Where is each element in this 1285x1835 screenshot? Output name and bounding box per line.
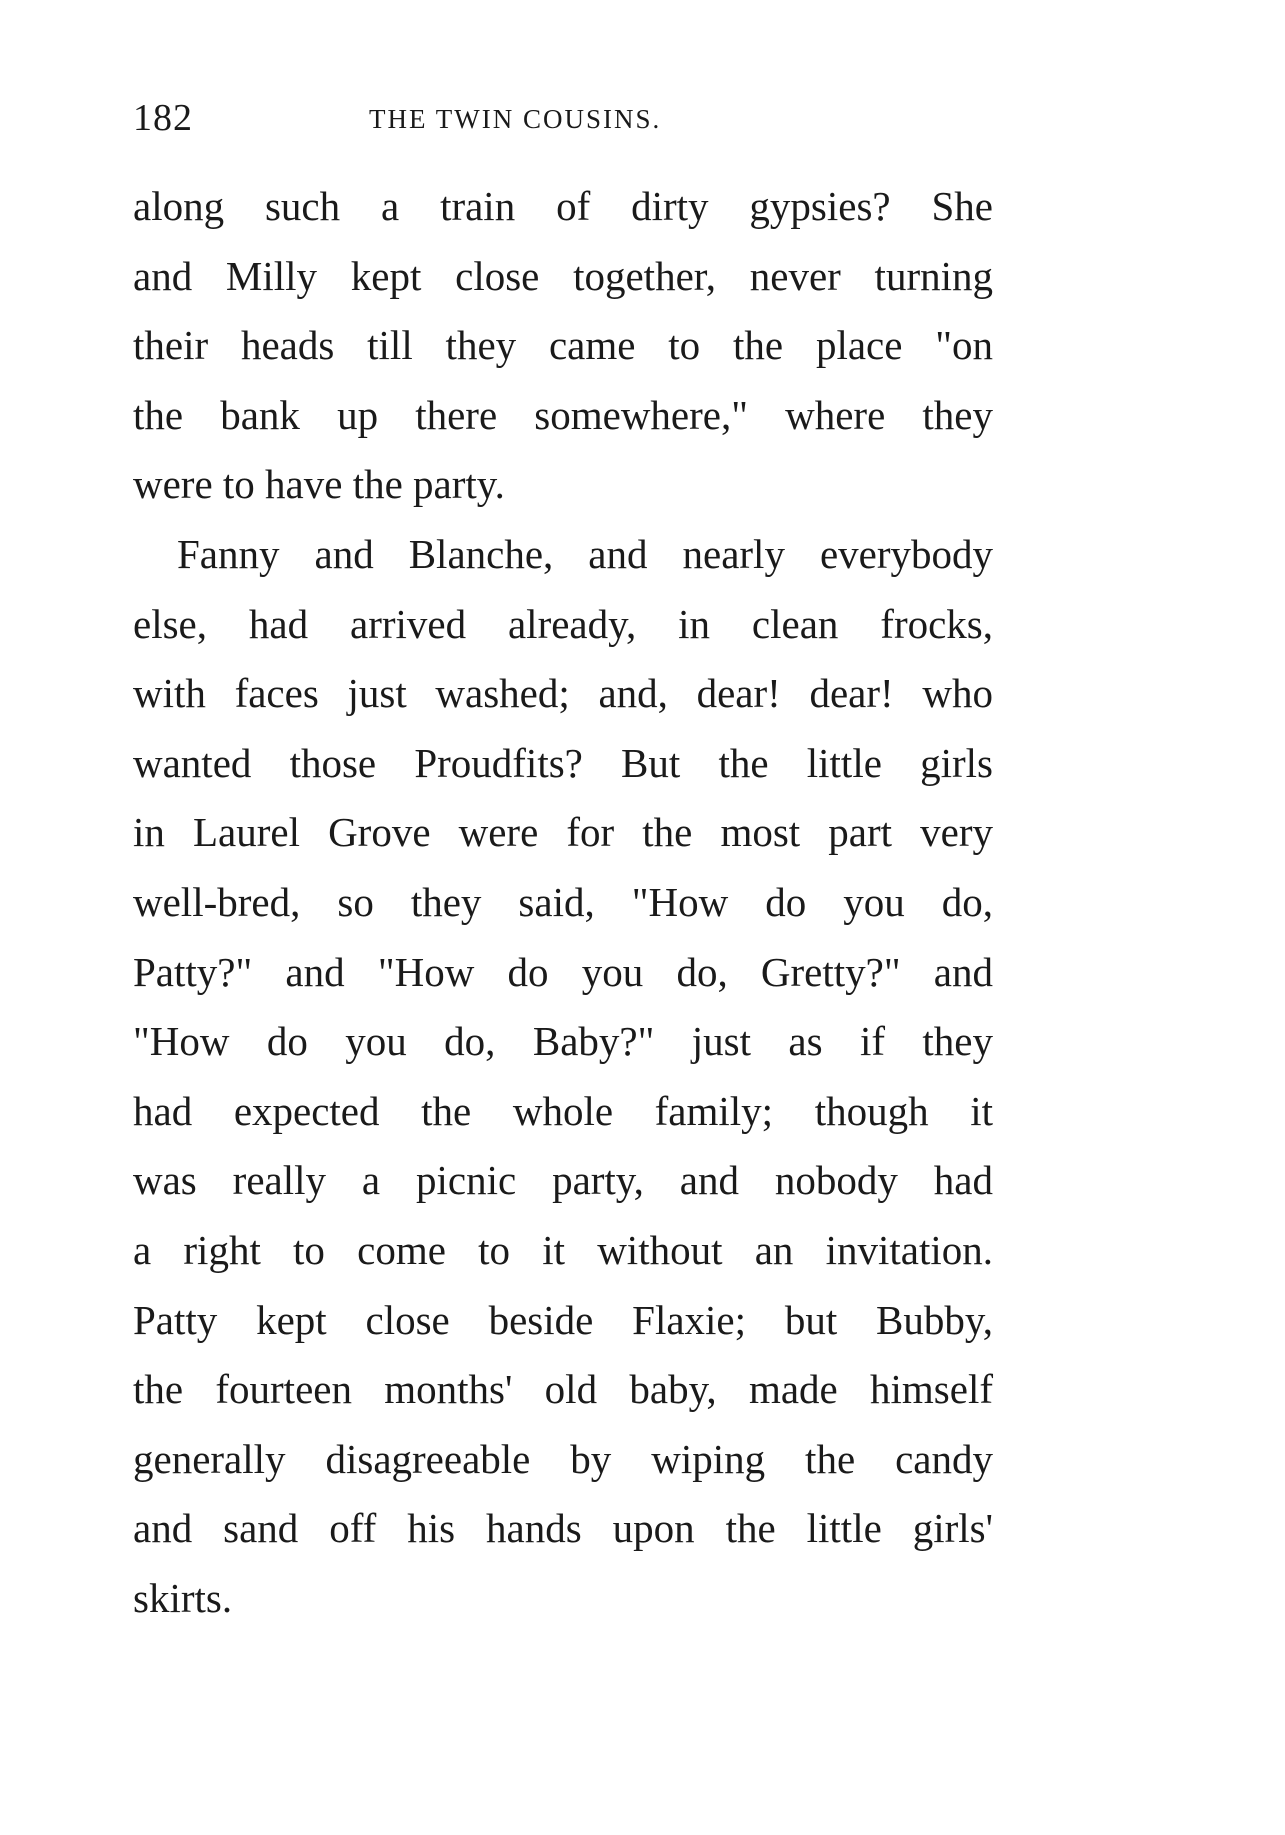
paragraph <box>133 520 993 1634</box>
text-line: were to have the party. <box>133 461 505 508</box>
text-line: the fourteen months' old baby, made himself <box>133 1366 993 1413</box>
text-line: and sand off his hands upon the little girls' <box>133 1505 993 1552</box>
text-line: and Milly kept close together, never turning <box>133 252 993 299</box>
running-title: THE TWIN COUSINS. <box>369 104 662 134</box>
text-line: Fanny and Blanche, and nearly everybody <box>177 530 993 577</box>
text-line: with faces just washed; and, dear! dear! who <box>133 670 993 717</box>
text-line: skirts. <box>133 1574 233 1621</box>
text-line: the bank up there somewhere," where they <box>133 391 993 438</box>
text-line: in Laurel Grove were for the most part very <box>133 809 993 856</box>
text-line: wanted those Proudfits? But the little girls <box>133 739 993 786</box>
text-line: Patty?" and "How do you do, Gretty?" and <box>133 948 993 995</box>
page-number: 182 <box>133 97 193 139</box>
page-header <box>133 96 993 156</box>
text-line: a right to come to it without an invitation. <box>133 1226 993 1273</box>
text-line: "How do you do, Baby?" just as if they <box>133 1018 993 1065</box>
page-body <box>133 172 993 1633</box>
text-line: Patty kept close beside Flaxie; but Bubby, <box>133 1296 993 1343</box>
text-line: their heads till they came to the place "on <box>133 322 993 369</box>
text-line: was really a picnic party, and nobody had <box>133 1157 993 1204</box>
text-line: had expected the whole family; though it <box>133 1087 993 1134</box>
paragraph <box>133 172 993 520</box>
text-line: along such a train of dirty gypsies? She <box>133 183 993 229</box>
text-line: well-bred, so they said, "How do you do, <box>133 878 993 925</box>
text-line: else, had arrived already, in clean frocks, <box>133 600 993 647</box>
text-line: generally disagreeable by wiping the candy <box>133 1435 993 1482</box>
